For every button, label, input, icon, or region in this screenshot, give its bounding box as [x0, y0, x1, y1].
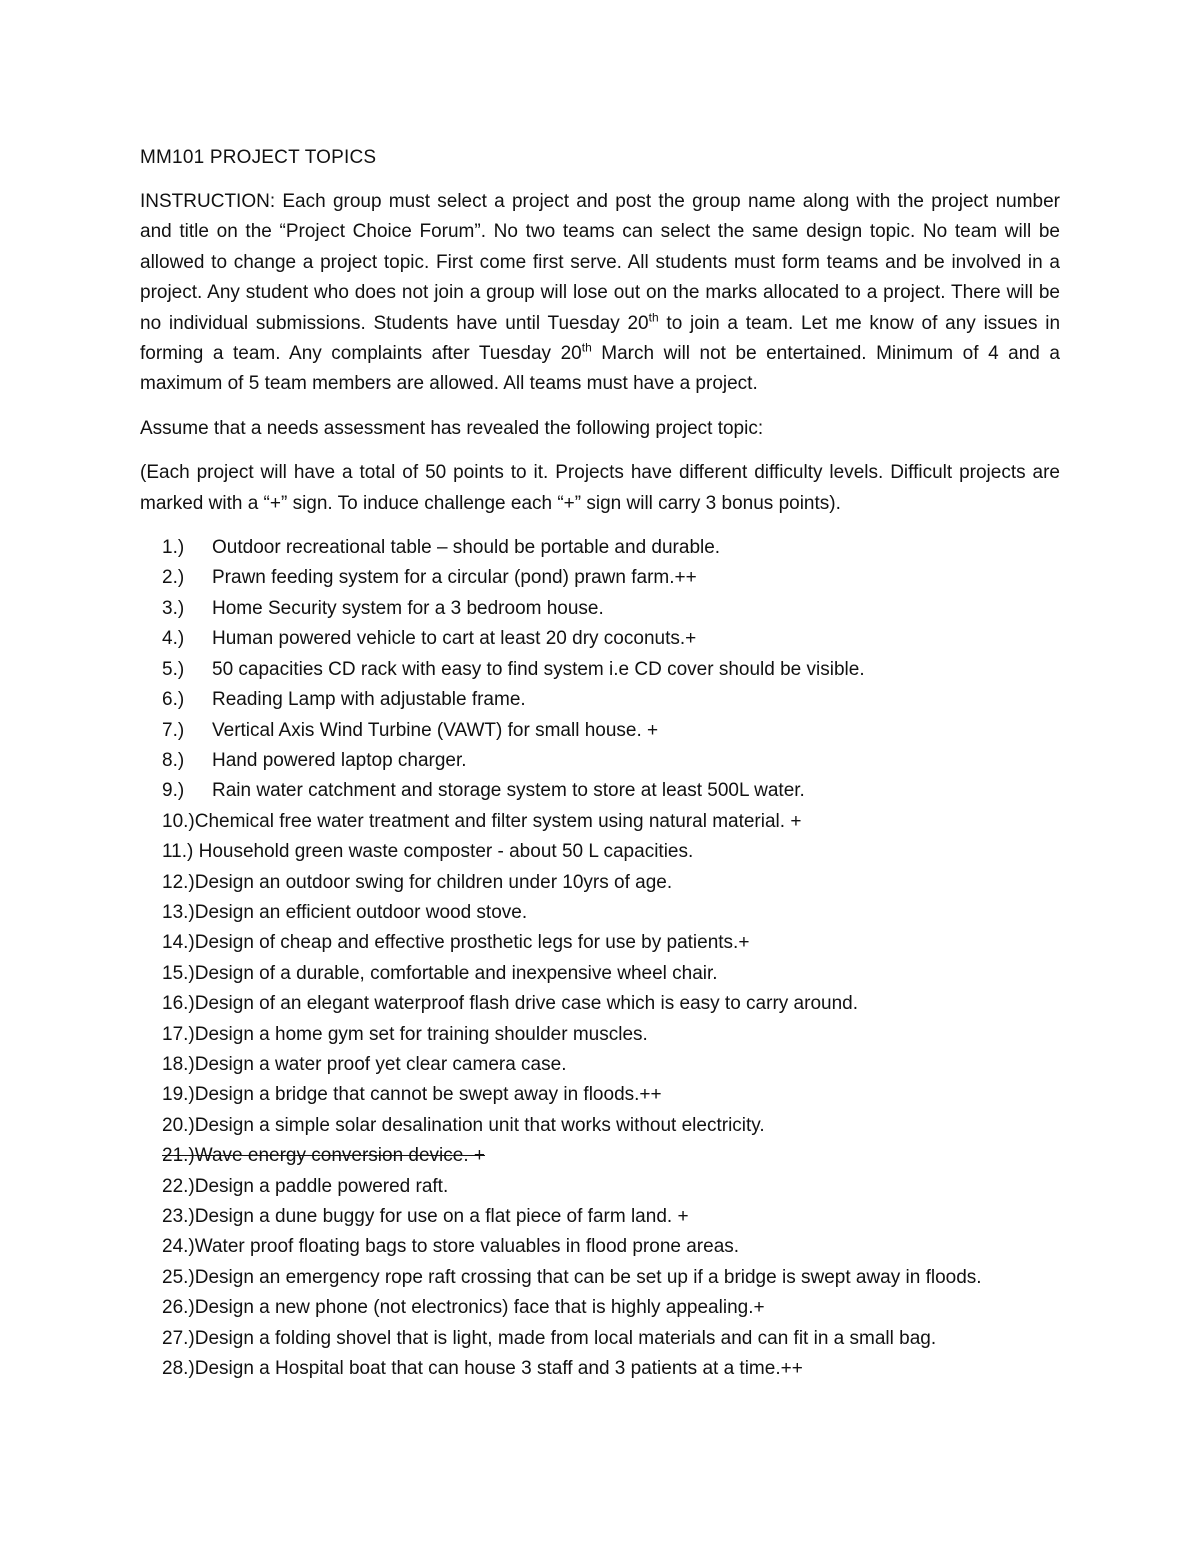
- project-topic-item: [162, 1111, 1060, 1141]
- topic-text: Design of cheap and effective prosthetic legs for use by patients.+: [194, 932, 750, 954]
- topic-number: 3.): [162, 597, 185, 619]
- topic-number: 25.): [162, 1266, 195, 1288]
- topic-number: 9.): [162, 780, 185, 802]
- project-topic-item: [162, 1050, 1060, 1080]
- project-topic-item: [162, 1172, 1060, 1202]
- project-topic-item: [162, 928, 1060, 958]
- document-title: MM101 PROJECT TOPICS: [140, 147, 377, 168]
- topic-number: 19.): [162, 1084, 195, 1106]
- topic-text: Outdoor recreational table – should be portable and durable.: [212, 537, 721, 559]
- topic-text: Design an emergency rope raft crossing that can be set up if a bridge is swept away in floods.: [194, 1266, 982, 1288]
- project-topic-item: [162, 533, 1060, 563]
- document-page: [140, 143, 1060, 1384]
- project-topic-item: [162, 746, 1060, 776]
- topic-text: Design an efficient outdoor wood stove.: [194, 901, 528, 923]
- topic-number: 24.): [162, 1236, 195, 1258]
- superscript-th-2: th: [581, 340, 592, 355]
- topic-number: 10.): [162, 810, 195, 832]
- topic-text: Hand powered laptop charger.: [212, 749, 467, 771]
- topic-text: Chemical free water treatment and filter system using natural material. +: [194, 810, 802, 832]
- topic-text: Household green waste composter - about 50 L capacities.: [193, 841, 694, 863]
- topic-text: Design a water proof yet clear camera case.: [194, 1053, 567, 1075]
- project-topic-item: [162, 1232, 1060, 1262]
- instruction-text-2: to join a team. Let me know of any issues in forming a team. Any complaints after Tuesday 20: [140, 312, 1061, 365]
- topic-text: Design a new phone (not electronics) face that is highly appealing.+: [194, 1297, 765, 1319]
- project-topic-item: [162, 807, 1060, 837]
- project-topic-item: [162, 594, 1060, 624]
- topic-text: Design a simple solar desalination unit that works without electricity.: [194, 1114, 765, 1136]
- topic-text: Design an outdoor swing for children under 10yrs of age.: [194, 871, 673, 893]
- topic-number: 18.): [162, 1053, 195, 1075]
- topic-number: 1.): [162, 537, 185, 559]
- topic-number: 28.): [162, 1358, 195, 1380]
- topic-number: 17.): [162, 1023, 195, 1045]
- project-topic-item: [162, 837, 1060, 867]
- topic-text: Rain water catchment and storage system to store at least 500L water.: [212, 780, 805, 802]
- instruction-paragraph: [140, 187, 1060, 400]
- topic-text: Design a Hospital boat that can house 3 staff and 3 patients at a time.++: [194, 1358, 803, 1380]
- project-topic-item: [162, 1293, 1060, 1323]
- project-topic-item: [162, 624, 1060, 654]
- project-topic-item: [162, 776, 1060, 806]
- topic-text: Design a paddle powered raft.: [194, 1175, 449, 1197]
- topic-text: Human powered vehicle to cart at least 20 dry coconuts.+: [212, 628, 697, 650]
- topic-number: 12.): [162, 871, 195, 893]
- topic-number: 2.): [162, 567, 185, 589]
- project-topic-item: [162, 655, 1060, 685]
- topic-number: 7.): [162, 719, 185, 741]
- topic-text: Reading Lamp with adjustable frame.: [212, 689, 526, 711]
- topic-text: Design a folding shovel that is light, made from local materials and can fit in a small bag.: [194, 1327, 937, 1349]
- topic-number: 8.): [162, 749, 185, 771]
- project-topic-item: [162, 1202, 1060, 1232]
- topic-number: 22.): [162, 1175, 195, 1197]
- instruction-text-1: INSTRUCTION: Each group must select a project and post the group name along with the project number and title on the “Project Choice Forum”. No two teams can select the same design topic. No team will be allowed to change a project topic. First come first serve. All students must form teams and be involved in a project. Any student who does not join a group will lose out on the marks allocated to a project. There will be no individual submissions. Students have until Tuesday 20: [140, 191, 1060, 334]
- topic-text: Wave energy conversion device. +: [194, 1145, 486, 1167]
- topic-number: 26.): [162, 1297, 195, 1319]
- topic-number: 21.): [162, 1145, 195, 1167]
- topic-text: Home Security system for a 3 bedroom house.: [212, 597, 604, 619]
- topic-number: 16.): [162, 993, 195, 1015]
- topic-text: Water proof floating bags to store valuables in flood prone areas.: [194, 1236, 740, 1258]
- instruction-text-3: March will not be entertained. Minimum of 4 and a maximum of 5 team members are allowed. All teams must have a project.: [140, 343, 1060, 395]
- needs-assessment-line: Assume that a needs assessment has revealed the following project topic:: [140, 417, 764, 439]
- topic-text: Vertical Axis Wind Turbine (VAWT) for small house. +: [212, 719, 659, 741]
- project-topic-item: [162, 1263, 1060, 1293]
- topic-text: Design of an elegant waterproof flash drive case which is easy to carry around.: [194, 993, 858, 1015]
- topic-number: 27.): [162, 1327, 195, 1349]
- topic-text: 50 capacities CD rack with easy to find system i.e CD cover should be visible.: [212, 658, 865, 680]
- superscript-th-1: th: [648, 310, 659, 325]
- topic-text: Design a bridge that cannot be swept away in floods.++: [194, 1084, 662, 1106]
- project-topic-item: [162, 685, 1060, 715]
- topic-number: 23.): [162, 1206, 195, 1227]
- project-topic-item: [162, 989, 1060, 1019]
- topic-number: 13.): [162, 901, 195, 923]
- project-topic-item: [162, 1141, 1060, 1171]
- topic-number: 4.): [162, 628, 185, 650]
- project-topic-item: [162, 1080, 1060, 1110]
- topic-number: 11.): [162, 841, 194, 863]
- project-topic-item: [162, 868, 1060, 898]
- topic-text: Prawn feeding system for a circular (pond) prawn farm.++: [212, 567, 697, 589]
- project-topic-item: [162, 1324, 1060, 1354]
- project-topic-list: [140, 533, 1060, 1384]
- project-topic-item: [162, 563, 1060, 593]
- project-topic-item: [162, 898, 1060, 928]
- topic-number: 14.): [162, 932, 195, 954]
- project-topic-item: [162, 1020, 1060, 1050]
- topic-text: Design a dune buggy for use on a flat piece of farm land. +: [194, 1206, 689, 1227]
- topic-number: 5.): [162, 658, 185, 680]
- topic-number: 20.): [162, 1114, 195, 1136]
- project-topic-item: [162, 1354, 1060, 1384]
- topic-number: 15.): [162, 962, 195, 984]
- project-topic-item: [162, 716, 1060, 746]
- topic-number: 6.): [162, 689, 185, 711]
- topic-text: Design of a durable, comfortable and inexpensive wheel chair.: [194, 962, 718, 984]
- project-topic-item: [162, 959, 1060, 989]
- topic-text: Design a home gym set for training shoulder muscles.: [194, 1023, 648, 1045]
- points-note: (Each project will have a total of 50 points to it. Projects have different difficulty levels. Difficult projects are marked with a “+” sign. To induce challenge each “+” sign will carry 3 bonus points).: [140, 462, 1060, 514]
